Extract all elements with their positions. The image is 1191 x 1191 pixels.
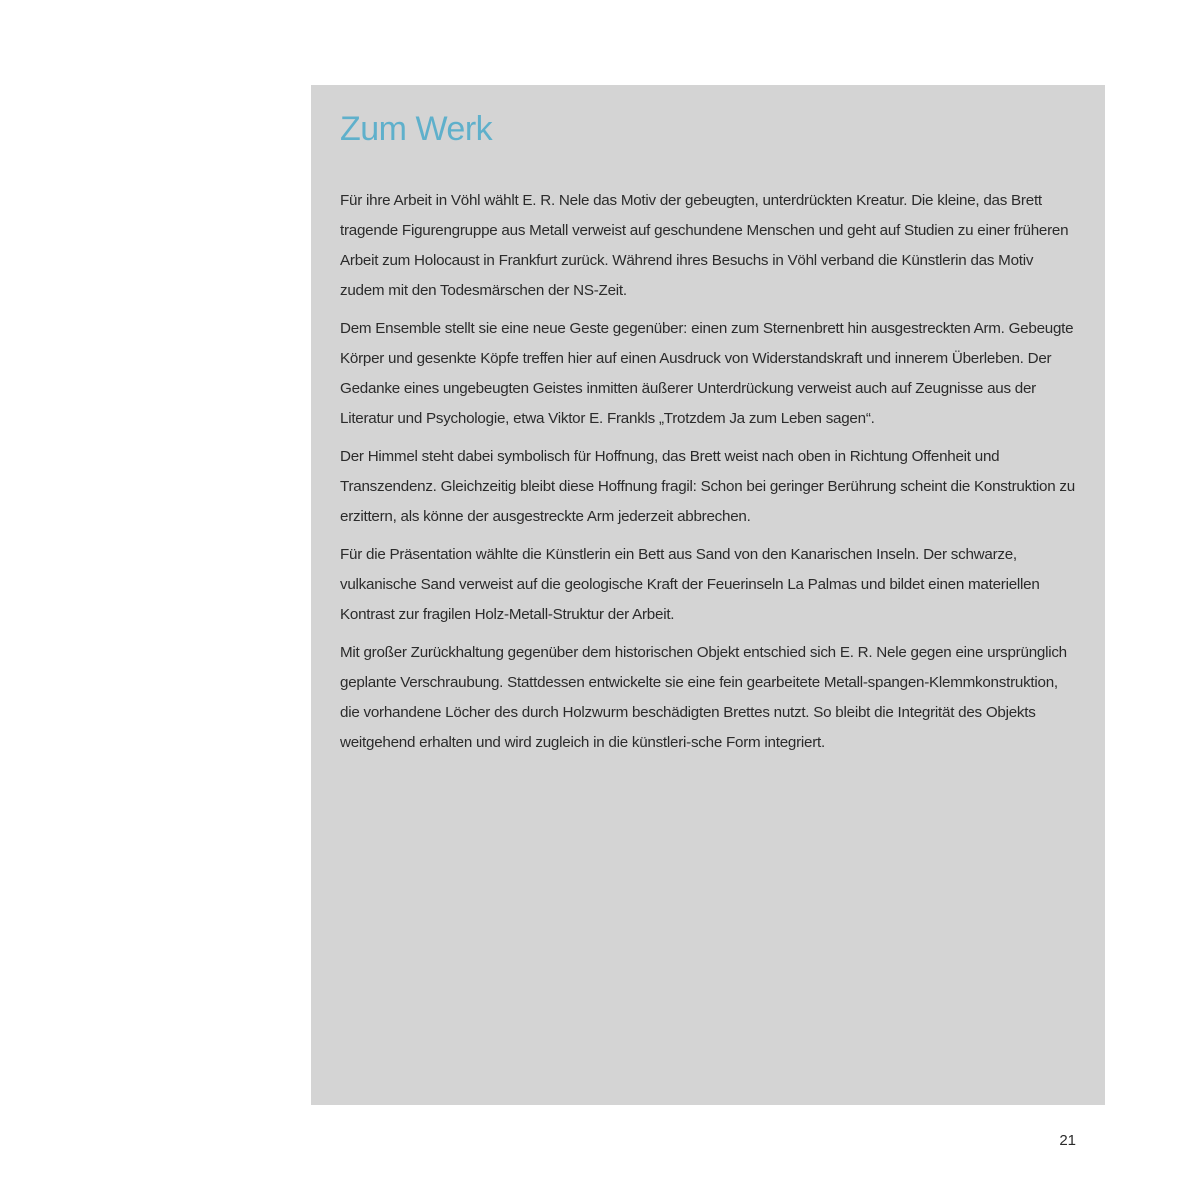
section-title: Zum Werk bbox=[340, 110, 493, 148]
paragraph: Mit großer Zurückhaltung gegenüber dem historischen Objekt entschied sich E. R. Nele gegen eine ursprünglich geplante Verschraubung. Stattdessen entwickelte sie eine fein gearbeitete Metall-spangen-Klemmkonstruktion, die vorhandene Löcher des durch Holzwurm beschädigten Brettes nutzt. So bleibt die Integrität des Objekts weitgehend erhalten und wird zugleich in die künstleri-sche Form integriert. bbox=[340, 644, 1067, 751]
paragraph: Für die Präsentation wählte die Künstlerin ein Bett aus Sand von den Kanarischen Inseln. Der schwarze, vulkanische Sand verweist auf die geologische Kraft der Feuerinseln La Palmas und bildet einen materiellen Kontrast zur fragilen Holz-Metall-Struktur der Arbeit. bbox=[340, 546, 1040, 623]
paragraph: Dem Ensemble stellt sie eine neue Geste gegenüber: einen zum Sternenbrett hin ausgestreckten Arm. Gebeugte Körper und gesenkte Köpfe treffen hier auf einen Ausdruck von Widerstandskraft und innerem Überleben. Der Gedanke eines ungebeugten Geistes inmitten äußerer Unterdrückung verweist auch auf Zeugnisse aus der Literatur und Psychologie, etwa Viktor E. Frankls „Trotzdem Ja zum Leben sagen“. bbox=[340, 320, 1074, 427]
paragraph: Der Himmel steht dabei symbolisch für Hoffnung, das Brett weist nach oben in Richtung Offenheit und Transzendenz. Gleichzeitig bleibt diese Hoffnung fragil: Schon bei geringer Berührung scheint die Konstruktion zu erzittern, als könne der ausgestreckte Arm jederzeit abbrechen. bbox=[340, 448, 1075, 525]
body-text bbox=[340, 186, 1075, 758]
paragraph: Für ihre Arbeit in Vöhl wählt E. R. Nele das Motiv der gebeugten, unterdrückten Kreatur. Die kleine, das Brett tragende Figurengruppe aus Metall verweist auf geschundene Menschen und geht auf Studien zu einer früheren Arbeit zum Holocaust in Frankfurt zurück. Während ihres Besuchs in Vöhl verband die Künstlerin das Motiv zudem mit den Todesmärschen der NS-Zeit. bbox=[340, 192, 1069, 299]
text-panel bbox=[311, 85, 1105, 1105]
page-number: 21 bbox=[1059, 1132, 1076, 1149]
